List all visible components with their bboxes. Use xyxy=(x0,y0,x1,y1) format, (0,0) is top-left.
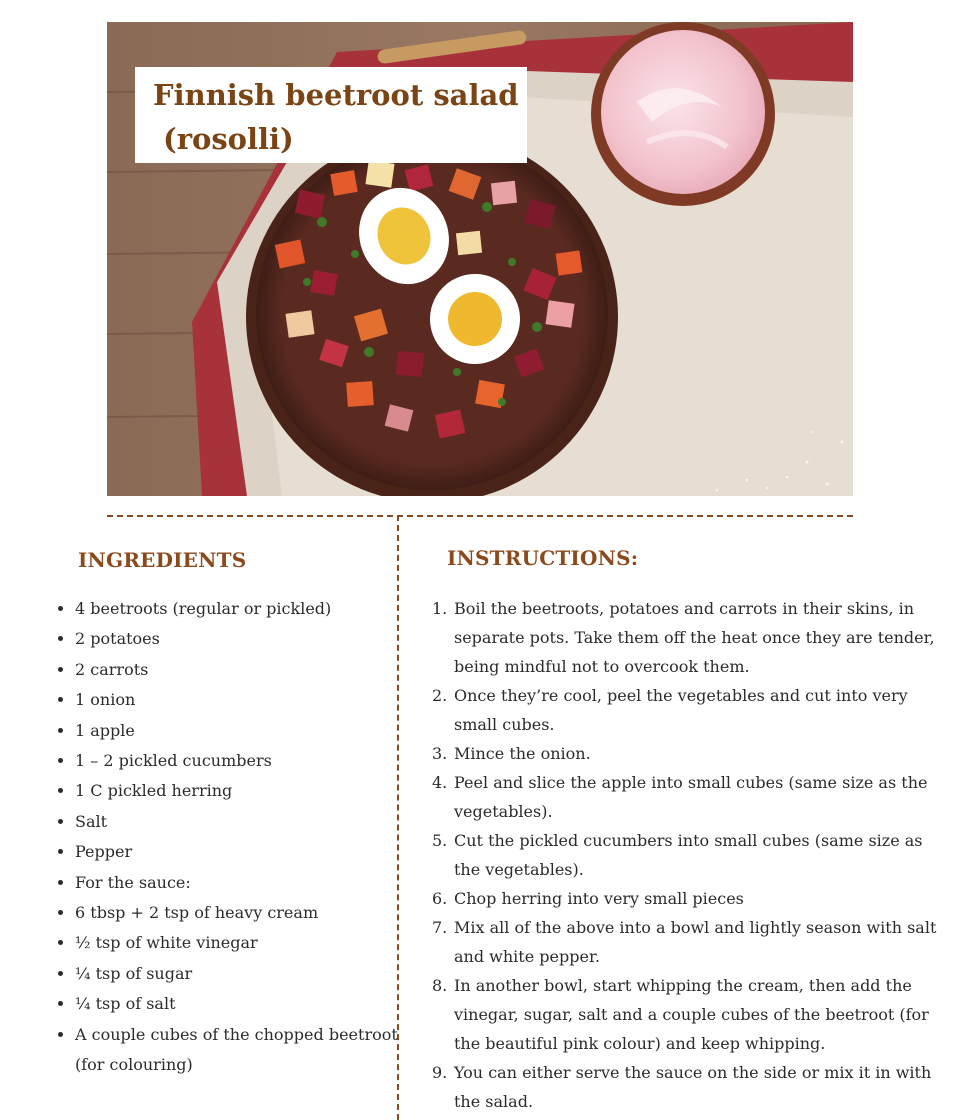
step-number: 7. xyxy=(432,918,448,937)
instruction-step xyxy=(432,768,944,826)
step-text: Chop herring into very small pieces xyxy=(454,889,744,908)
list-item: • ¼ tsp of sugar xyxy=(75,959,405,989)
step-number: 1. xyxy=(432,599,448,618)
instructions-heading: INSTRUCTIONS: xyxy=(447,546,639,570)
instruction-step xyxy=(432,913,944,971)
list-item: • 4 beetroots (regular or pickled) xyxy=(75,594,405,624)
step-text: Boil the beetroots, potatoes and carrots in their skins, in separate pots. Take them off the heat once they are tender, being mindful not to overcook them. xyxy=(454,599,935,676)
step-text: Mince the onion. xyxy=(454,744,591,763)
instruction-step xyxy=(432,826,944,884)
instruction-step xyxy=(432,1058,944,1116)
ingredients-heading: INGREDIENTS xyxy=(78,548,247,572)
list-item: • ¼ tsp of salt xyxy=(75,989,405,1019)
list-item: • 1 apple xyxy=(75,716,405,746)
step-number: 4. xyxy=(432,773,448,792)
list-item: • 1 C pickled herring xyxy=(75,776,405,806)
recipe-title-line2: (rosolli) xyxy=(163,122,294,156)
step-number: 8. xyxy=(432,976,448,995)
step-text: Once they’re cool, peel the vegetables and cut into very small cubes. xyxy=(454,686,908,734)
instruction-step xyxy=(432,884,944,913)
list-item: • ½ tsp of white vinegar xyxy=(75,928,405,958)
step-number: 9. xyxy=(432,1063,448,1082)
step-text: Cut the pickled cucumbers into small cubes (same size as the vegetables). xyxy=(454,831,923,879)
list-item: • For the sauce: xyxy=(75,868,405,898)
list-item: • Pepper xyxy=(75,837,405,867)
list-item: • A couple cubes of the chopped beetroot (for colouring) xyxy=(75,1020,405,1081)
recipe-title-box xyxy=(135,67,527,163)
step-text: You can either serve the sauce on the side or mix it in with the salad. xyxy=(454,1063,932,1111)
list-item: • Salt xyxy=(75,807,405,837)
instruction-step xyxy=(432,971,944,1058)
instruction-step xyxy=(432,681,944,739)
instruction-step xyxy=(432,594,944,681)
list-item: • 1 onion xyxy=(75,685,405,715)
list-item: • 6 tbsp + 2 tsp of heavy cream xyxy=(75,898,405,928)
list-item: • 2 carrots xyxy=(75,655,405,685)
step-number: 6. xyxy=(432,889,448,908)
step-text: Mix all of the above into a bowl and lightly season with salt and white pepper. xyxy=(454,918,937,966)
list-item: • 2 potatoes xyxy=(75,624,405,654)
recipe-title-line1: Finnish beetroot salad xyxy=(153,78,519,112)
step-text: In another bowl, start whipping the cream, then add the vinegar, sugar, salt and a couple cubes of the beetroot (for the beautiful pink colour) and keep whipping. xyxy=(454,976,929,1053)
horizontal-divider xyxy=(107,515,853,517)
step-number: 2. xyxy=(432,686,448,705)
step-text: Peel and slice the apple into small cubes (same size as the vegetables). xyxy=(454,773,928,821)
ingredients-list xyxy=(50,594,405,1081)
instruction-step xyxy=(432,739,944,768)
step-number: 5. xyxy=(432,831,448,850)
list-item: • 1 – 2 pickled cucumbers xyxy=(75,746,405,776)
step-number: 3. xyxy=(432,744,448,763)
instructions-list xyxy=(432,594,944,1116)
